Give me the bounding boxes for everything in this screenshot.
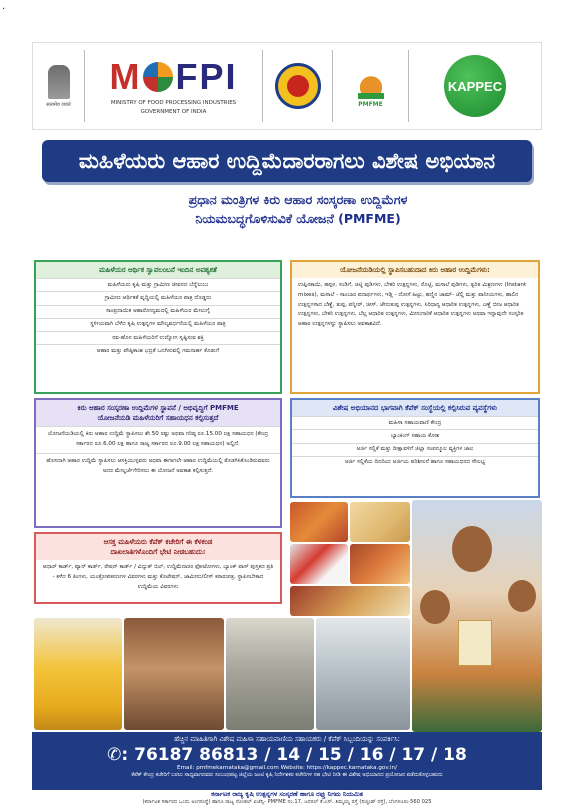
mofpi-logo <box>85 50 263 122</box>
page-mark: · <box>2 4 6 15</box>
mofpi-o-icon <box>143 62 173 92</box>
list-item: ಮಹಿಳೆಯರು ಕೃಷಿ ಮತ್ತು ಗ್ರಾಮೀಣ ಜೀವನದ ಬೆನ್ನೆಲುಬು <box>36 278 280 291</box>
empowerment-heading: ಮಹಿಳೆಯರ ಆರ್ಥಿಕ ಸ್ವಾವಲಂಬನೆ ಇಂದಿನ ಅವಶ್ಯಕತೆ <box>36 262 280 278</box>
industries-box <box>290 260 540 394</box>
list-item: ಅರ್ಜಿ ಸಲ್ಲಿಕೆ ಮತ್ತು ದೀಕ್ಷಾವಳಿಗೆ ಜಿಲ್ಲಾ ಸಂಪನ್ಮೂಲ ವ್ಯಕ್ತಿಗಳ ಜಾಲ <box>292 443 538 456</box>
documents-box <box>34 532 282 604</box>
kappec-logo <box>409 50 541 122</box>
food-photo <box>290 502 348 542</box>
advertisement <box>32 42 542 805</box>
list-item: ಸ್ಥಳೀಯವಾಗಿ ಬೆಳೆದ ಕೃಷಿ ಉತ್ಪನ್ನಗಳ ಮೌಲ್ಯವರ್ಧನೆಯಲ್ಲಿ ಮಹಿಳೆಯರ ಪಾತ್ರ <box>36 318 280 331</box>
processing-unit-photo <box>124 618 224 730</box>
mofpi-government-line: GOVERNMENT OF INDIA <box>140 109 207 115</box>
logo-strip <box>32 42 542 130</box>
women-entrepreneurs-photo <box>412 500 542 732</box>
subsidy-paragraph-2: ಹೊಸದಾಗಿ ಆಹಾರ ಉದ್ದಿಮೆ ಸ್ಥಾಪಿಸಲು ಆಸಕ್ತಿಯುಳ್ಳವರು ಅಥವಾ ಈಗಾಗಲೇ ಆಹಾರ ಉದ್ದಿಮೆಯಲ್ಲಿ ತೊಡಗಿಸಿಕೊಂಡಿರುವವರು ಅದರ ಮೇಲ್ದರ್ಜೆಗೇರಿಸಲು ಈ ಯೋಜನೆ ಅವಕಾಶ ಕಲ್ಪಿಸುತ್ತದೆ. <box>36 453 280 480</box>
seal-ring-icon <box>275 63 321 109</box>
list-item: ಗ್ರಾಮೀಣ ಆರ್ಥಿಕತೆ ವೃದ್ಧಿಯಲ್ಲಿ ಮಹಿಳೆಯರ ಪಾತ್ರ ದೊಡ್ಡದು <box>36 291 280 304</box>
karnataka-seal-logo <box>263 50 333 122</box>
documents-heading-line-2: ದಾಖಲಾತಿಗಳೊಂದಿಗೆ ಭೇಟಿ ನೀಡಬಹುದು: <box>110 548 206 557</box>
subsidy-box <box>34 398 282 528</box>
mofpi-ministry-line: MINISTRY OF FOOD PROCESSING INDUSTRIES <box>110 99 237 106</box>
facilities-box <box>290 398 540 498</box>
organization-address: (ಕರ್ನಾಟಕ ಸರ್ಕಾರದ ಒಂದು ಅಂಗಸಂಸ್ಥೆ) ಹಾಗೂ ರಾಜ್ಯ ನೋಡಲ್ ಏಜೆನ್ಸಿ- PMFME ನಂ.17, ಜನರಲ್ ಕೆ.ಎಸ್. ತಿಮ್ಮಯ್ಯ ರಸ್ತೆ (ರಿಚ್ಮಂಡ್ ರಸ್ತೆ), ಬೆಂಗಳೂರು-560 025 <box>142 799 432 805</box>
district-office-note: ಕೆಪೆಕ್ ಕೇಂದ್ರ ಕಚೇರಿಗೆ ಬರಲು ಸಾಧ್ಯವಾಗದವರು ಸಂಬಂಧಪಟ್ಟ ಜಿಲ್ಲೆಯ ಜಂಟಿ ಕೃಷಿ ನಿರ್ದೇಶಕರ ಕಚೇರಿಗಳ ಸಹ ಭೇಟಿ ನೀಡಿ ಈ ವಿಶೇಷ ಅಭಿಯಾನದ ಪ್ರಯೋಜನ ಪಡೆದುಕೊಳ್ಳಬಹುದು <box>131 772 443 778</box>
pmfme-logo-text: PMFME <box>358 100 383 108</box>
organization-name: ಕರ್ನಾಟಕ ರಾಜ್ಯ ಕೃಷಿ ಉತ್ಪನ್ನಗಳ ಸಂಸ್ಕರಣೆ ಹಾಗೂ ರಫ್ತು ನಿಗಮ ನಿಯಮಿತ <box>211 790 363 798</box>
list-item: ಮಹಿಳಾ ಸಹಾಯವಾಣಿ ಕೇಂದ್ರ <box>292 416 538 429</box>
documents-heading-line-1: ಆಸಕ್ತ ಮಹಿಳೆಯರು ಕೆಪೆಕ್ ಕಚೇರಿಗೆ ಈ ಕೆಳಕಂಡ <box>103 538 213 546</box>
documents-text: ಆಧಾರ್ ಕಾರ್ಡ್, ಪ್ಯಾನ್ ಕಾರ್ಡ್, ರೇಷನ್ ಕಾರ್ಡ್ / ವಿದ್ಯುತ್ ಬಿಲ್, ಉದ್ದಿಮೆದಾರರ ಫೋಟೋಗಳು, ಬ್ಯಾಂಕ್ ಪಾಸ್ ಪುಸ್ತಕದ ಪ್ರತಿ - ಕಳೆದ 6 ತಿಂಗಳು, ಯಂತ್ರೋಪಕರಣಗಳ ವಿವರಗಳು ಮತ್ತು ಕೊಟೇಷನ್, ಜಾಮೀನು/ಲೀಸ್ ಕರಾರುಪತ್ರ, ಸ್ಥಾಪಿಸಬೇಕಾದ ಉದ್ದಿಮೆಯ ವಿವರಗಳು <box>42 564 274 590</box>
list-item: ಅರ್ಜಿ ಸಲ್ಲಿಕೆಯ ದಿನದಿಂದ ಅರ್ಜಿಯ ಪರಿಶೀಲನೆ ಹಾಗೂ ಸಹಾಯಧನದ ಸೌಲಭ್ಯ <box>292 456 538 469</box>
subsidy-paragraph-1: ಯೋಜನೆಯಡಿಯಲ್ಲಿ ಕಿರು ಆಹಾರ ಉದ್ದಿಮೆ ಸ್ಥಾಪಿಸಲು ಶೇ.50 ರಷ್ಟು ಅಥವಾ ಗರಿಷ್ಠ ರೂ.15.00 ಲಕ್ಷ ಸಹಾಯಧನ (ಕೇಂದ್ರ ಸರ್ಕಾರದ ರೂ.6.00 ಲಕ್ಷ ಹಾಗೂ ರಾಜ್ಯ ಸರ್ಕಾರದ ರೂ.9.00 ಲಕ್ಷ ಸಹಾಯಧನ) ಅಲ್ಲಿದೆ. <box>36 426 280 453</box>
food-photo <box>290 544 348 584</box>
mofpi-wordmark: M FPI <box>109 55 238 97</box>
facilities-heading: ವಿಶೇಷ ಅಭಿಯಾನದ ಭಾಗವಾಗಿ ಕೆಪೆಕ್ ಸಂಸ್ಥೆಯಲ್ಲಿ ಕಲ್ಪಿಸಿರುವ ವ್ಯವಸ್ಥೆಗಳು <box>292 400 538 416</box>
food-photo <box>350 502 410 542</box>
processing-unit-photo <box>226 618 314 730</box>
subsidy-heading-line-2: ಯೋಜನೆಯಡಿ ಮಹಿಳೆಯರಿಗೆ ಸಹಾಯಧನ ಕಲ್ಪಿಸುತ್ತದೆ <box>97 414 219 423</box>
food-photo <box>350 544 410 584</box>
scheme-subtitle <box>148 190 448 229</box>
list-item: ಬ್ಯಾಂಕಿಂಗ್ ಸಹಾಯ ಕೋಶ <box>292 429 538 442</box>
processing-unit-photo <box>316 618 410 730</box>
list-item: ನವ-ಹೊಸ ಮಹಿಳೆಯರಿಗೆ ಉದ್ಯೋಗ ಸೃಷ್ಟಿಸುವ ಶಕ್ತಿ <box>36 331 280 344</box>
empowerment-box <box>34 260 282 394</box>
helpline-numbers: ✆: 76187 86813 / 14 / 15 / 16 / 17 / 18 <box>107 745 467 765</box>
lion-capital-icon <box>48 65 70 99</box>
subsidy-heading-line-1: ಕಿರು ಆಹಾರ ಸಂಸ್ಕರಣಾ ಉದ್ದಿಮೆಗಳ ಸ್ಥಾಪನೆ / ಅಭಿವೃದ್ಧಿಗೆ PMFME <box>77 404 239 412</box>
contact-info-line: ಹೆಚ್ಚಿನ ಮಾಹಿತಿಗಾಗಿ ವಿಶೇಷ ಮಹಿಳಾ ಸಹಾಯವಾಣಿಯ ಸಹಾಯಕರು / ಕೆಪೆಕ್ ಸಿಬ್ಬಂದಿಯನ್ನು ಸಂಪರ್ಕಿಸಿ: <box>174 735 400 743</box>
list-item: ಆಹಾರ ಮತ್ತು ಪೌಷ್ಠಿಕಾಂಶ ಭದ್ರತೆ ಒದಗಿಸುವಲ್ಲಿ ಗಮನಾರ್ಹ ಕೊಡುಗೆ <box>36 344 280 357</box>
list-item: ಸಾಂಪ್ರದಾಯಿಕ ಆಹಾರೋದ್ಯಮದಲ್ಲಿ ಮಹಿಳೆಯರ ಮೇಲುಗೈ <box>36 305 280 318</box>
national-emblem-logo <box>33 50 85 122</box>
oil-bottles-photo <box>34 618 122 730</box>
subtitle-line-2: ನಿಯಮಬದ್ಧಗೊಳಿಸುವಿಕೆ ಯೋಜನೆ (PMFME) <box>195 211 401 227</box>
pmfme-logo <box>333 50 409 122</box>
industries-heading: ಯೋಜನೆಯಡಿಯಲ್ಲಿ ಸ್ಥಾಪಿಸಬಹುದಾದ ಕಿರು ಆಹಾರ ಉದ್ದಿಮೆಗಳು: <box>292 262 538 278</box>
page-title: ಮಹಿಳೆಯರು ಆಹಾರ ಉದ್ದಿಮೆದಾರರಾಗಲು ವಿಶೇಷ ಅಭಿಯಾನ <box>42 140 532 182</box>
kappec-globe-icon: KAPPEC <box>444 55 506 117</box>
contact-footer <box>32 732 542 790</box>
industries-text: ಉಪ್ಪಿನಕಾಯಿ, ಹಪ್ಪಳ, ಸಂಡಿಗೆ, ಚಟ್ನಿ ಪುಡಿಗಳು, ಬೇಕರಿ ಉತ್ಪನ್ನಗಳು, ರೊಟ್ಟಿ, ಮಸಾಲೆ ಪುಡಿಗಳು, ತ್ವರಿತ ಮಿಶ್ರಣಗಳು (Instant mixes), ಮಸಾಲೆ - ಸಾಂಬಾರ ಪದಾರ್ಥಗಳು, ಇಡ್ಲಿ - ದೋಸೆ ಹಿಟ್ಟು, ಹಣ್ಣಿನ ಜಾಮ್- ಜೆಲ್ಲಿ ಮತ್ತು ಪಾನೀಯಗಳು, ಹಾಲಿನ ಉತ್ಪನ್ನಗಳಾದ ಬೆಣ್ಣೆ, ತುಪ್ಪ, ಪನ್ನೀರ್, ಚೀಸ್, ಜೇನುತುಪ್ಪ ಉತ್ಪನ್ನಗಳು, ಸಿರಿಧಾನ್ಯ ಆಧಾರಿತ ಉತ್ಪನ್ನಗಳು, ಎಣ್ಣೆ ಬೀಜ ಆಧಾರಿತ ಉತ್ಪನ್ನಗಳು, ಬೇಕರಿ ಉತ್ಪನ್ನಗಳು, ಬೆಲ್ಲ ಆಧಾರಿತ ಉತ್ಪನ್ನಗಳು, ಮೀನುಗಾರಿಕೆ ಆಧಾರಿತ ಉತ್ಪನ್ನಗಳು ಅಥವಾ ಇನ್ನಾವುದೇ ಸಂಸ್ಕರಿತ ಆಹಾರ ಉತ್ಪನ್ನಗಳನ್ನು ಸ್ಥಾಪಿಸಲು ಅವಕಾಶವಿದೆ. <box>298 282 527 328</box>
email-website-line: Email: pmfmekarnataka@gmail.com Website: https://kappec.karnataka.gov.in/ <box>177 765 397 771</box>
food-photo <box>290 586 410 616</box>
subsidy-heading <box>36 400 280 426</box>
documents-heading <box>36 534 280 560</box>
emblem-caption: सत्यमेव जयते <box>46 101 71 108</box>
subtitle-line-1: ಪ್ರಧಾನ ಮಂತ್ರಿಗಳ ಕಿರು ಆಹಾರ ಸಂಸ್ಕರಣಾ ಉದ್ದಿಮೆಗಳ <box>188 192 408 207</box>
organization-block <box>32 790 542 806</box>
sun-icon <box>355 65 387 93</box>
